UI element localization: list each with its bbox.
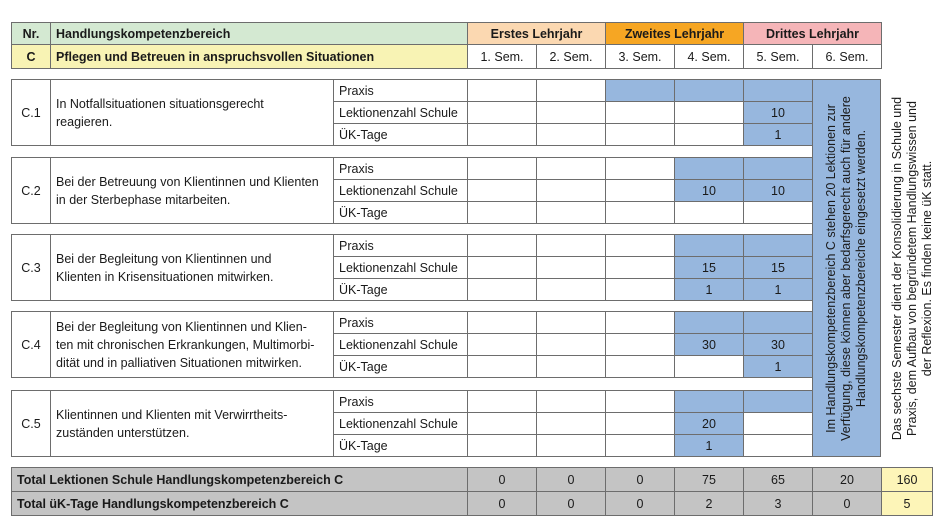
semester-header: 6. Sem. — [812, 44, 882, 69]
description-line: zuständen unterstützen. — [56, 425, 190, 440]
row-label: Praxis — [333, 234, 468, 257]
lektionen-cell — [605, 101, 675, 124]
praxis-cell — [536, 79, 606, 102]
uek-cell — [536, 434, 606, 457]
description-line: In Notfallsituationen situationsgerecht — [56, 96, 264, 111]
uek-cell — [674, 355, 744, 378]
lektionen-cell — [467, 412, 537, 435]
uek-cell — [467, 123, 537, 146]
praxis-cell — [674, 311, 744, 334]
praxis-cell — [674, 234, 744, 257]
lektionen-cell — [743, 412, 813, 435]
section-code: C — [11, 44, 51, 69]
uek-cell — [536, 123, 606, 146]
description-line: dität und in palliativen Situationen mitwirken. — [56, 355, 302, 370]
semester6-explanation: Das sechste Semester dient der Konsolidierung in Schule und Praxis, dem Aufbau von begründetem Handlungswissen und der Reflexion. Es finden keine üK statt. — [890, 96, 935, 440]
praxis-cell — [605, 311, 675, 334]
row-label: ÜK-Tage — [333, 123, 468, 146]
total-label: Total Lektionen Schule Handlungskompetenzbereich C — [11, 467, 468, 492]
praxis-cell — [536, 157, 606, 180]
semester-header: 3. Sem. — [605, 44, 675, 69]
total-value: 0 — [536, 491, 606, 516]
total-value: 2 — [674, 491, 744, 516]
row-label: Lektionenzahl Schule — [333, 333, 468, 356]
uek-cell — [536, 201, 606, 224]
uek-cell — [743, 201, 813, 224]
praxis-cell — [605, 157, 675, 180]
uek-cell: 1 — [674, 434, 744, 457]
total-value: 0 — [605, 467, 675, 492]
group-code: C.2 — [11, 157, 51, 224]
uek-cell — [536, 278, 606, 301]
lektionen-cell: 30 — [743, 333, 813, 356]
semester-header: 2. Sem. — [536, 44, 606, 69]
total-value: 0 — [605, 491, 675, 516]
uek-cell — [467, 355, 537, 378]
group-description — [50, 79, 334, 146]
lektionen-cell: 15 — [674, 256, 744, 279]
lektionen-cell — [467, 179, 537, 202]
header-year-3: Drittes Lehrjahr — [743, 22, 882, 45]
group-code: C.3 — [11, 234, 51, 301]
section-title: Pflegen und Betreuen in anspruchsvollen Situationen — [50, 44, 468, 69]
group-description — [50, 311, 334, 378]
description-text — [56, 95, 264, 131]
praxis-cell — [674, 79, 744, 102]
praxis-cell — [467, 311, 537, 334]
uek-cell — [467, 201, 537, 224]
lektionen-cell — [536, 333, 606, 356]
semester6-note: Im Handlungskompetenzbereich C stehen 20 Lektionen zur Verfügung, diese können aber bedarfsgerecht auch für andere Handlungskompetenzbereiche eingesetzt werden. — [812, 79, 881, 457]
lektionen-cell — [467, 101, 537, 124]
total-value: 0 — [467, 467, 537, 492]
lektionen-cell — [467, 333, 537, 356]
lektionen-cell — [674, 101, 744, 124]
row-label: ÜK-Tage — [333, 201, 468, 224]
uek-cell — [467, 434, 537, 457]
row-label: Praxis — [333, 157, 468, 180]
row-label: Lektionenzahl Schule — [333, 179, 468, 202]
description-text — [56, 173, 319, 209]
praxis-cell — [743, 390, 813, 413]
praxis-cell — [743, 234, 813, 257]
lektionen-cell — [467, 256, 537, 279]
uek-cell — [536, 355, 606, 378]
lektionen-cell: 30 — [674, 333, 744, 356]
group-code: C.4 — [11, 311, 51, 378]
description-line: Klientinnen und Klienten mit Verwirrtheits- — [56, 407, 288, 422]
total-label: Total üK-Tage Handlungskompetenzbereich C — [11, 491, 468, 516]
row-label: Praxis — [333, 79, 468, 102]
description-line: Klienten in Krisensituationen mitwirken. — [56, 269, 274, 284]
row-label: Praxis — [333, 311, 468, 334]
description-text — [56, 318, 314, 372]
total-sum: 5 — [881, 491, 933, 516]
praxis-cell — [467, 157, 537, 180]
lektionen-cell: 10 — [674, 179, 744, 202]
praxis-cell — [605, 79, 675, 102]
lektionen-cell — [536, 256, 606, 279]
uek-cell: 1 — [743, 278, 813, 301]
row-label: Lektionenzahl Schule — [333, 101, 468, 124]
lektionen-cell — [605, 333, 675, 356]
description-line: ten mit chronischen Erkrankungen, Multimorbi- — [56, 337, 315, 352]
praxis-cell — [605, 234, 675, 257]
praxis-cell — [743, 79, 813, 102]
uek-cell — [674, 201, 744, 224]
total-value: 65 — [743, 467, 813, 492]
header-nr: Nr. — [11, 22, 51, 45]
header-year-1: Erstes Lehrjahr — [467, 22, 606, 45]
uek-cell: 1 — [674, 278, 744, 301]
uek-cell — [674, 123, 744, 146]
row-label: Lektionenzahl Schule — [333, 256, 468, 279]
group-description — [50, 157, 334, 224]
uek-cell — [605, 278, 675, 301]
group-code: C.1 — [11, 79, 51, 146]
row-label: ÜK-Tage — [333, 355, 468, 378]
total-value: 75 — [674, 467, 744, 492]
total-value: 20 — [812, 467, 882, 492]
semester-header: 1. Sem. — [467, 44, 537, 69]
group-description — [50, 390, 334, 457]
total-value: 3 — [743, 491, 813, 516]
total-value: 0 — [536, 467, 606, 492]
uek-cell — [605, 201, 675, 224]
description-line: reagieren. — [56, 114, 113, 129]
praxis-cell — [536, 234, 606, 257]
total-sum: 160 — [881, 467, 933, 492]
row-label: Lektionenzahl Schule — [333, 412, 468, 435]
description-line: in der Sterbephase mitarbeiten. — [56, 192, 231, 207]
praxis-cell — [674, 390, 744, 413]
group-description — [50, 234, 334, 301]
lektionen-cell — [536, 179, 606, 202]
uek-cell — [605, 355, 675, 378]
lektionen-cell — [605, 179, 675, 202]
total-value: 0 — [467, 491, 537, 516]
praxis-cell — [467, 79, 537, 102]
uek-cell — [743, 434, 813, 457]
praxis-cell — [743, 311, 813, 334]
description-text — [56, 406, 287, 442]
header-year-2: Zweites Lehrjahr — [605, 22, 744, 45]
group-code: C.5 — [11, 390, 51, 457]
description-text — [56, 250, 273, 286]
uek-cell — [605, 434, 675, 457]
uek-cell: 1 — [743, 355, 813, 378]
uek-cell: 1 — [743, 123, 813, 146]
praxis-cell — [467, 234, 537, 257]
semester-header: 5. Sem. — [743, 44, 813, 69]
row-label: ÜK-Tage — [333, 434, 468, 457]
description-line: Bei der Betreuung von Klientinnen und Klienten — [56, 174, 319, 189]
semester-header: 4. Sem. — [674, 44, 744, 69]
praxis-cell — [605, 390, 675, 413]
uek-cell — [605, 123, 675, 146]
lektionen-cell: 10 — [743, 179, 813, 202]
lektionen-cell: 15 — [743, 256, 813, 279]
row-label: Praxis — [333, 390, 468, 413]
row-label: ÜK-Tage — [333, 278, 468, 301]
lektionen-cell — [605, 412, 675, 435]
praxis-cell — [743, 157, 813, 180]
praxis-cell — [674, 157, 744, 180]
header-bereich: Handlungskompetenzbereich — [50, 22, 468, 45]
praxis-cell — [467, 390, 537, 413]
uek-cell — [467, 278, 537, 301]
praxis-cell — [536, 311, 606, 334]
total-value: 0 — [812, 491, 882, 516]
praxis-cell — [536, 390, 606, 413]
lektionen-cell — [536, 412, 606, 435]
lektionen-cell: 10 — [743, 101, 813, 124]
lektionen-cell — [536, 101, 606, 124]
description-line: Bei der Begleitung von Klientinnen und Klien- — [56, 319, 307, 334]
description-line: Bei der Begleitung von Klientinnen und — [56, 251, 272, 266]
lektionen-cell — [605, 256, 675, 279]
lektionen-cell: 20 — [674, 412, 744, 435]
